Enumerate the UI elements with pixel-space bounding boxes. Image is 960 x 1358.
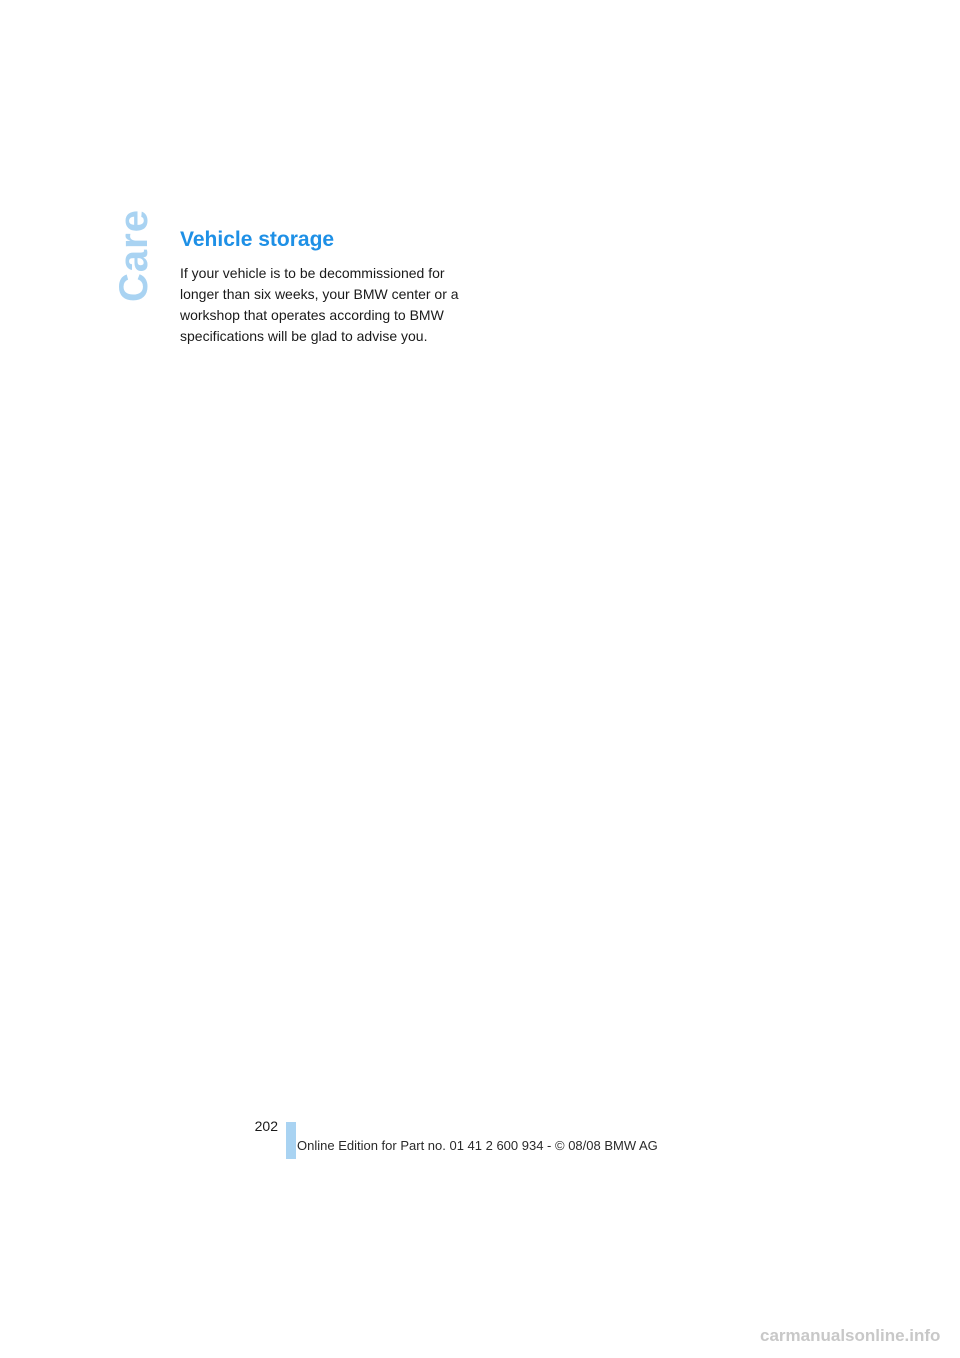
- page-number: 202: [254, 1118, 278, 1134]
- watermark: carmanualsonline.info: [760, 1326, 941, 1345]
- section-paragraph: If your vehicle is to be decommissioned for longer than six weeks, your BMW center or a workshop that operates according to BMW specifications will be glad to advise you.: [180, 265, 459, 344]
- footer-accent-bar: [286, 1122, 296, 1159]
- chapter-side-tab: [112, 209, 156, 302]
- footer-edition-text: Online Edition for Part no. 01 41 2 600 934 - © 08/08 BMW AG: [297, 1138, 658, 1153]
- chapter-tab-label: Care: [112, 209, 156, 302]
- section-title: Vehicle storage: [180, 228, 335, 251]
